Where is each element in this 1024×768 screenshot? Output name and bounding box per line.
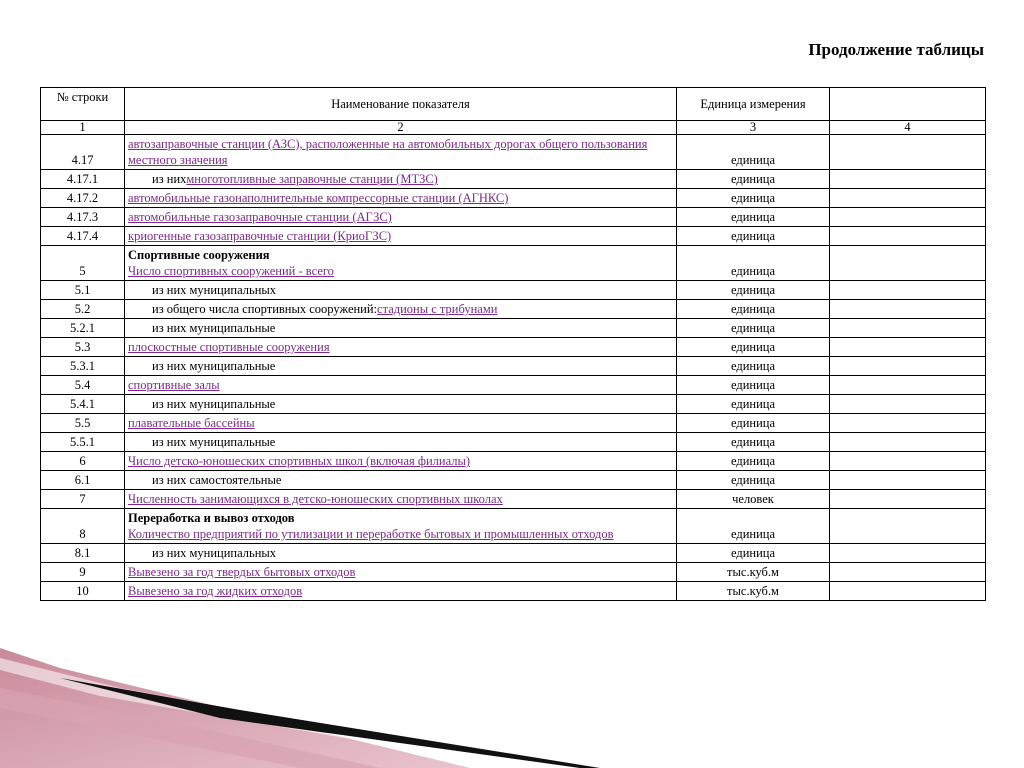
value-cell[interactable] (830, 395, 986, 414)
indicator-link[interactable]: Численность занимающихся в детско-юношеских спортивных школах (128, 492, 503, 506)
indicator-link[interactable]: Вывезено за год жидких отходов (128, 584, 303, 598)
unit-cell: единица (677, 246, 830, 281)
indicator-name-cell (125, 433, 677, 452)
page-title: Продолжение таблицы (808, 40, 984, 59)
row-number: 5.4 (41, 376, 125, 395)
table-row (41, 509, 986, 544)
indicator-name-cell (125, 338, 677, 357)
unit-cell: единица (677, 433, 830, 452)
unit-cell: единица (677, 281, 830, 300)
value-cell[interactable] (830, 208, 986, 227)
indicator-name-cell (125, 208, 677, 227)
row-number: 8.1 (41, 544, 125, 563)
row-number: 5.1 (41, 281, 125, 300)
indicator-link[interactable]: многотопливные заправочные станции (МТЗС) (186, 172, 438, 186)
row-number: 5.3 (41, 338, 125, 357)
row-number: 4.17.2 (41, 189, 125, 208)
value-cell[interactable] (830, 300, 986, 319)
indicator-link[interactable]: криогенные газозаправочные станции (КриоГЗС) (128, 229, 392, 243)
indicator-name-cell (125, 414, 677, 433)
indicator-link[interactable]: Число детско-юношеских спортивных школ (включая филиалы) (128, 454, 471, 468)
row-number: 4.17.3 (41, 208, 125, 227)
indicator-label: из них муниципальных (152, 546, 277, 560)
row-number: 8 (41, 509, 125, 544)
table-row (41, 338, 986, 357)
row-number: 10 (41, 582, 125, 601)
value-cell[interactable] (830, 414, 986, 433)
value-cell[interactable] (830, 170, 986, 189)
unit-cell: единица (677, 319, 830, 338)
row-number: 5.2 (41, 300, 125, 319)
table-row (41, 490, 986, 509)
indicator-name-cell (125, 376, 677, 395)
unit-cell: единица (677, 509, 830, 544)
value-cell[interactable] (830, 376, 986, 395)
unit-cell: тыс.куб.м (677, 563, 830, 582)
unit-cell: единица (677, 544, 830, 563)
value-cell[interactable] (830, 509, 986, 544)
indicator-table (40, 87, 986, 601)
table-row (41, 300, 986, 319)
header-row-number: № строки (41, 88, 125, 121)
indicator-label: из них самостоятельные (152, 473, 282, 487)
unit-cell: единица (677, 452, 830, 471)
table-row (41, 135, 986, 170)
row-number: 4.17.4 (41, 227, 125, 246)
unit-cell: человек (677, 490, 830, 509)
indicator-link[interactable]: плоскостные спортивные сооружения (128, 340, 330, 354)
row-number: 5 (41, 246, 125, 281)
header-value (830, 88, 986, 121)
value-cell[interactable] (830, 227, 986, 246)
indicator-name-cell (125, 357, 677, 376)
unit-cell: единица (677, 135, 830, 170)
indicator-link[interactable]: автозаправочные станции (АЗС), расположенные на автомобильных дорогах общего пользования местного значения (128, 137, 648, 167)
table-row (41, 246, 986, 281)
table-row (41, 189, 986, 208)
indicator-link[interactable]: автомобильные газонаполнительные компрессорные станции (АГНКС) (128, 191, 509, 205)
column-index: 1 (41, 121, 125, 135)
table-row (41, 433, 986, 452)
table-row (41, 170, 986, 189)
indicator-name-cell (125, 544, 677, 563)
indicator-name-cell (125, 246, 677, 281)
value-cell[interactable] (830, 135, 986, 170)
unit-cell: единица (677, 300, 830, 319)
row-number: 5.4.1 (41, 395, 125, 414)
indicator-name-cell (125, 189, 677, 208)
indicator-label: из них муниципальные (152, 321, 276, 335)
table-row (41, 357, 986, 376)
indicator-link[interactable]: Вывезено за год твердых бытовых отходов (128, 565, 356, 579)
indicator-name-cell (125, 170, 677, 189)
indicator-link[interactable]: спортивные залы (128, 378, 220, 392)
header-row (41, 88, 986, 121)
value-cell[interactable] (830, 563, 986, 582)
row-number: 9 (41, 563, 125, 582)
decorative-corner-stripes (0, 648, 1024, 768)
unit-cell: единица (677, 227, 830, 246)
row-number: 5.2.1 (41, 319, 125, 338)
table-row (41, 563, 986, 582)
row-number: 7 (41, 490, 125, 509)
column-index-row (41, 121, 986, 135)
indicator-name-cell (125, 582, 677, 601)
table-row (41, 414, 986, 433)
value-cell[interactable] (830, 189, 986, 208)
row-number: 6 (41, 452, 125, 471)
value-cell[interactable] (830, 338, 986, 357)
row-number: 6.1 (41, 471, 125, 490)
value-cell[interactable] (830, 281, 986, 300)
indicator-name-cell (125, 135, 677, 170)
table-row (41, 281, 986, 300)
table-row (41, 227, 986, 246)
row-number: 4.17.1 (41, 170, 125, 189)
row-number: 5.5 (41, 414, 125, 433)
table-row (41, 471, 986, 490)
indicator-link[interactable]: Количество предприятий по утилизации и переработке бытовых и промышленных отходов (128, 527, 614, 541)
indicator-link[interactable]: плавательные бассейны (128, 416, 255, 430)
indicator-name-cell (125, 300, 677, 319)
value-cell[interactable] (830, 471, 986, 490)
value-cell[interactable] (830, 319, 986, 338)
table-row (41, 376, 986, 395)
value-cell[interactable] (830, 357, 986, 376)
indicator-name-cell (125, 563, 677, 582)
unit-cell: единица (677, 170, 830, 189)
unit-cell: единица (677, 189, 830, 208)
unit-cell: тыс.куб.м (677, 582, 830, 601)
row-number: 5.5.1 (41, 433, 125, 452)
row-prefix: из общего числа спортивных сооружений: (152, 302, 378, 316)
table-row (41, 582, 986, 601)
unit-cell: единица (677, 208, 830, 227)
value-cell[interactable] (830, 582, 986, 601)
column-index: 2 (125, 121, 677, 135)
unit-cell: единица (677, 471, 830, 490)
table-row (41, 395, 986, 414)
section-heading: Переработка и вывоз отходов (128, 511, 295, 525)
indicator-name-cell (125, 509, 677, 544)
indicator-name-cell (125, 281, 677, 300)
unit-cell: единица (677, 414, 830, 433)
indicator-label: из них муниципальные (152, 359, 276, 373)
unit-cell: единица (677, 357, 830, 376)
indicator-label: из них муниципальные (152, 435, 276, 449)
unit-cell: единица (677, 376, 830, 395)
value-cell[interactable] (830, 490, 986, 509)
indicator-name-cell (125, 395, 677, 414)
indicator-label: из них муниципальных (152, 283, 277, 297)
table-row (41, 544, 986, 563)
indicator-name-cell (125, 227, 677, 246)
table-row (41, 208, 986, 227)
value-cell[interactable] (830, 433, 986, 452)
indicator-link[interactable]: стадионы с трибунами (377, 302, 498, 316)
indicator-link[interactable]: Число спортивных сооружений - всего (128, 264, 334, 278)
indicator-label: из них муниципальные (152, 397, 276, 411)
row-number: 5.3.1 (41, 357, 125, 376)
header-indicator-name: Наименование показателя (125, 88, 677, 121)
header-unit: Единица измерения (677, 88, 830, 121)
value-cell[interactable] (830, 452, 986, 471)
unit-cell: единица (677, 338, 830, 357)
table-row (41, 452, 986, 471)
section-heading: Спортивные сооружения (128, 248, 270, 262)
indicator-name-cell (125, 452, 677, 471)
table-row (41, 319, 986, 338)
value-cell[interactable] (830, 544, 986, 563)
row-number: 4.17 (41, 135, 125, 170)
column-index: 4 (830, 121, 986, 135)
indicator-name-cell (125, 319, 677, 338)
indicator-name-cell (125, 490, 677, 509)
unit-cell: единица (677, 395, 830, 414)
value-cell[interactable] (830, 246, 986, 281)
row-prefix: из них (152, 172, 187, 186)
indicator-name-cell (125, 471, 677, 490)
indicator-link[interactable]: автомобильные газозаправочные станции (АГЗС) (128, 210, 392, 224)
column-index: 3 (677, 121, 830, 135)
